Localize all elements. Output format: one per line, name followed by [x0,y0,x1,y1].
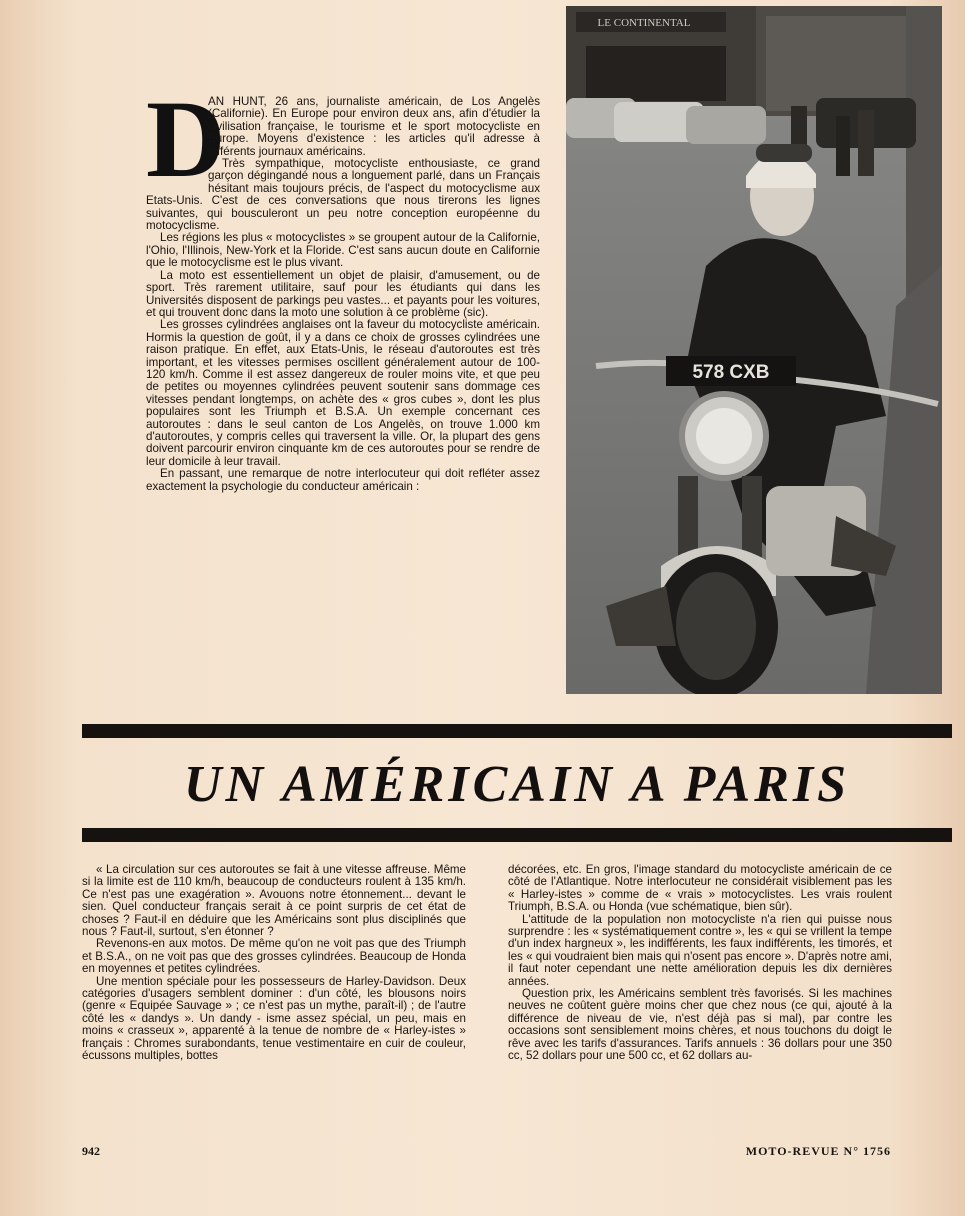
column-paragraph: « La circulation sur ces autoroutes se fait à une vitesse affreuse. Même si la limite est de 110 km/h, beaucoup de conducteurs roulent à 135 km/h. Ce n'est pas une exagération ». Avouons notre étonnement... devant le sien. Quel conducteur français serait à ce point surpris de cet état de choses ? Faut-il en déduire que les Américains sont plus disciplinés que nous ? Faut-il, surtout, s'en étonner ? [82,863,466,939]
intro-paragraph: AN HUNT, 26 ans, journaliste américain, de Los Angelès (Californie). En Europe pour environ deux ans, afin d'étudier la civilisation française, le tourisme et le sport motocycliste en Europe. Moyens d'existence : les articles qu'il adresse à différents journaux américains. [208,95,540,158]
license-plate: 578 CXB [692,362,770,383]
article-column-right [508,864,892,1063]
column-paragraph: décorées, etc. En gros, l'image standard du motocycliste américain de ce côté de l'Atlantique. Notre interlocuteur ne considérait visiblement pas les « Harley-istes » comme de « vrais » motocyclistes. Les vrais roulent Triumph, B.S.A. ou Honda (vue schématique, bien sûr). [508,863,892,914]
magazine-issue: MOTO-REVUE N° 1756 [745,1144,891,1158]
storefront-sign: LE CONTINENTAL [597,17,691,29]
page-number: 942 [82,1144,100,1158]
intro-paragraph: En passant, une remarque de notre interlocuteur qui doit refléter assez exactement la psychologie du conducteur américain : [146,467,540,493]
intro-text [146,78,540,493]
article-column-left [82,864,466,1063]
street-scene-illustration [566,6,942,694]
article-headline: UN AMÉRICAIN A PARIS [183,756,851,813]
headline-rule-top [82,724,952,738]
drop-cap: D [146,78,226,200]
intro-paragraph: Les régions les plus « motocyclistes » se groupent autour de la Californie, l'Ohio, l'Illinois, New-York et la Floride. C'est sans aucun doute en Californie que le motocyclisme est le plus vivant. [146,231,540,270]
column-paragraph: L'attitude de la population non motocycliste n'a rien qui puisse nous surprendre : les « systématiquement contre », les « qui se vrillent la tempe d'un index hargneux », les indifférents, les faux indifférents, les timorés, et les « qui voudraient bien mais qui n'osent pas encore ». D'après notre ami, il faut noter cependant une nette amélioration depuis les dix dernières années. [508,912,892,988]
intro-paragraph: La moto est essentiellement un objet de plaisir, d'amusement, ou de sport. Très rarement utilitaire, sauf pour les étudiants qui dans les Universités disposent de parkings peu vastes... et payants pour les voitures, et qui trouvent donc dans la moto une solution à ce problème (sic). [146,268,540,319]
headline-rule-bottom [82,828,952,842]
column-paragraph: Revenons-en aux motos. De même qu'on ne voit pas que des Triumph et B.S.A., on ne voit pas que des grosses cylindrées. Beaucoup de Honda en moyennes et petites cylindrées. [82,937,466,976]
intro-paragraph: Les grosses cylindrées anglaises ont la faveur du motocycliste américain. Hormis la question de goût, il y a dans ce choix de grosses cylindrées une raison pratique. En effet, aux Etats-Unis, le réseau d'autoroutes est très important, et les vitesses permises oscillent généralement autour de 100-120 km/h. Comme il est assez dangereux de rouler moins vite, et que peu de petites ou moyennes cylindrées peuvent soutenir sans dommage ces vitesses pendant longtemps, on achète des « gros cubes », dont les plus populaires sont les Triumph et B.S.A. Un exemple concernant ces autoroutes : dans le seul canton de Los Angelès, on trouve 1.000 km d'autoroutes, y compris celles qui traversent la ville. Or, la plupart des gens doivent parcourir environ cinquante km de ces autoroutes pour se rendre de leur domicile à leur travail. [146,318,540,468]
column-paragraph: Question prix, les Américains semblent très favorisés. Si les machines neuves ne coûtent guère moins cher que chez nous (ce qui, ajouté à la différence de niveau de vie, n'est déjà pas si mal), par contre les occasions sont sensiblement moins chères, et nous touchons du doigt le rêve avec les tarifs d'assurances. Tarifs annuels : 36 dollars pour une 350 cc, 52 dollars pour une 500 cc, et 62 dollars au- [508,987,892,1063]
intro-paragraph: Très sympathique, motocycliste enthousiaste, ce grand garçon dégingandé nous a longuement parlé, dans un Français hésitant mais toujours précis, de l'aspect du motocyclisme aux Etats-Unis. C'est de ces conversations que nous tirerons les lignes suivantes, qui bousculeront un peu notre conception européenne du motocyclisme. [146,157,540,233]
column-paragraph: Une mention spéciale pour les possesseurs de Harley-Davidson. Deux catégories d'usagers semblent dominer : d'un côté, les blousons noirs (genre « Equipée Sauvage » ; ce n'est pas un mythe, paraît-il) ; de l'autre côté les « dandys ». Un dandy - isme assez spécial, un peu, mais en moins « crasseux », apparenté à la tenue de nombre de « Harley-istes » français : Chromes surabondants, tenue vestimentaire en cuir de couleur, écussons multiples, bottes [82,974,466,1063]
motorcyclist-photo [566,6,942,694]
